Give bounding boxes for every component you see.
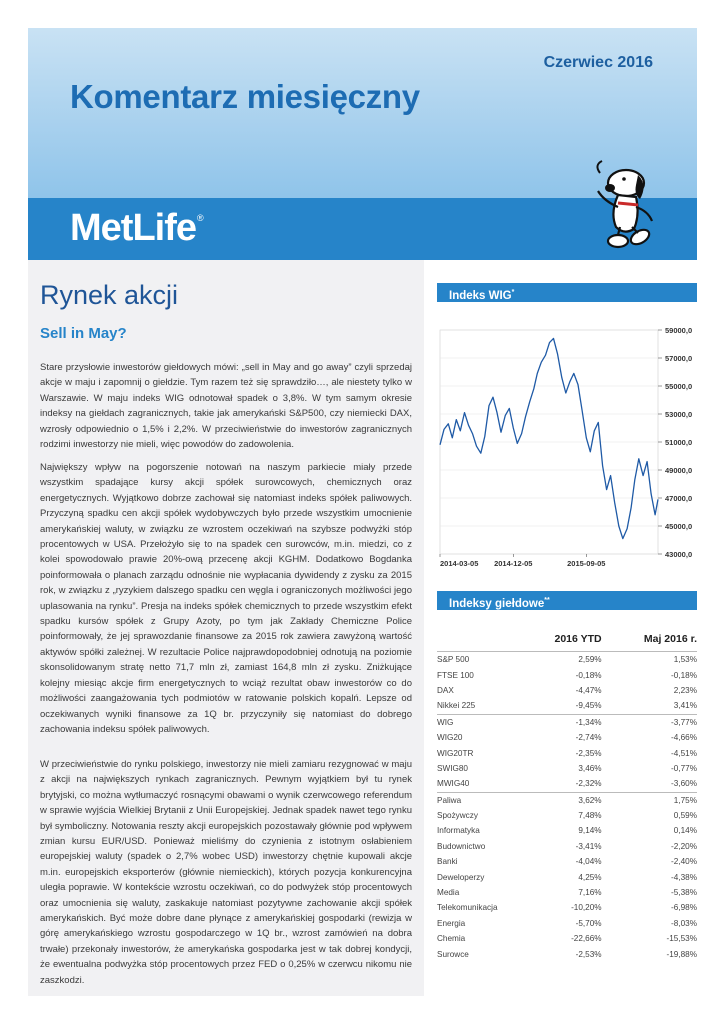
value-may: 0,59% [673,811,697,821]
indices-footnote-mark: ** [544,597,550,604]
value-ytd: 3,46% [578,763,602,773]
value-ytd: -2,74% [575,733,602,743]
index-name: WIG20 [437,733,463,743]
index-name: Energia [437,918,466,928]
index-name: Nikkei 225 [437,701,476,711]
x-tick-label: 2015-09-05 [567,559,606,568]
value-ytd: -2,53% [575,949,602,959]
table-row [437,714,697,730]
x-tick-label: 2014-12-05 [494,559,533,568]
registered-mark: ® [197,213,203,223]
indices-table [437,630,697,962]
indices-header [437,591,697,610]
index-name: MWIG40 [437,779,470,789]
value-may: -3,60% [671,779,697,789]
value-ytd: -4,47% [575,685,602,695]
table-row [437,854,697,869]
value-ytd: 3,62% [517,792,602,808]
metlife-logo [70,207,203,250]
table-row [437,730,697,745]
table-row [437,931,697,946]
value-ytd: -2,35% [575,748,602,758]
index-name: WIG20TR [437,748,474,758]
index-name: Spożywczy [437,811,478,821]
table-row [437,823,697,838]
value-ytd: 9,14% [578,826,602,836]
value-ytd: -3,41% [575,841,602,851]
value-ytd: 7,48% [578,811,602,821]
brand-name: MetLife [70,207,196,249]
value-may: -2,20% [671,841,697,851]
article-subheading: Sell in May? [40,325,127,342]
table-row [437,808,697,823]
y-tick-label: 59000,0 [665,326,693,335]
wig-chart-header [437,283,697,302]
index-name: Media [437,888,460,898]
value-ytd: -0,18% [575,670,602,680]
table-row [437,667,697,682]
value-ytd: -9,45% [575,701,602,711]
table-row [437,792,697,808]
table-row [437,946,697,961]
index-name: Banki [437,857,458,867]
index-name: Paliwa [437,792,517,808]
value-may: 0,14% [673,826,697,836]
table-row [437,839,697,854]
value-may: -4,38% [671,872,697,882]
value-may: -4,66% [671,733,697,743]
index-name: Surowce [437,949,469,959]
index-name: Deweloperzy [437,872,485,882]
y-tick-label: 45000,0 [665,522,693,531]
value-ytd: -22,66% [571,934,602,944]
y-tick-label: 47000,0 [665,494,693,503]
page-title: Komentarz miesięczny [70,78,420,115]
table-header-row [437,630,697,652]
value-may: -0,77% [671,763,697,773]
value-may: 3,41% [673,701,697,711]
header-may: Maj 2016 r. [602,630,697,652]
header-ytd: 2016 YTD [517,630,602,652]
value-may: -3,77% [602,714,697,730]
table-row [437,698,697,714]
table-row [437,916,697,931]
value-may: 1,75% [602,792,697,808]
indices-title: Indeksy giełdowe [449,597,545,610]
value-may: 2,23% [673,685,697,695]
index-name: WIG [437,714,517,730]
x-tick-label: 2014-03-05 [440,559,479,568]
section-heading: Rynek akcji [40,280,179,310]
header-name-col [437,630,517,652]
paragraph-3: W przeciwieństwie do rynku polskiego, inwestorzy nie mieli zamiaru rezygnować w maju z akcji na największych rynkach zagranicznych. Pewnym wyjątkiem był tu rynek brytyjski, co można wytłumaczyć rosnącymi obawami o wynik czerwcowego referendum w sprawie wyjścia Wielkiej Brytanii z Unii Europejskiej. Jednak spadek nawet tego rynku był symboliczny. Notowania reszty akcji europejskich pozostawały głównie pod wpływem zmian kursu EUR/USD. Ponieważ mieliśmy do czynienia z istotnym osłabieniem europejskiej waluty (spadek o 2,7% wobec USD) inwestorzy chętnie kupowali akcje m.in. europejskich eksporterów (głównie niemieckich), których pozycja konkurencyjna uległa poprawie. W kontekście wzrostu oczekiwań, co do podwyżek stóp procentowych oraz umocnienia się waluty, zaskakuje natomiast pozytywne zachowanie akcji spółek amerykańskich. Być może dobre dane płynące z amerykańskiej gospodarki (rewizja w górę amerykańskiego wzrostu gospodarczego w 1Q br., wzrost zamówień na dobra trwałe) przekonały inwestorów, że amerykańska gospodarka jest w tak dobrej kondycji, że ewentualna podwyżka stóp procentowych przez FED o 0,25% w czerwcu nikomu nie zaszkodzi. [40,759,412,986]
table-row [437,900,697,915]
value-may: -4,51% [671,748,697,758]
value-ytd: -10,20% [571,903,602,913]
issue-date: Czerwiec 2016 [543,54,653,71]
index-name: DAX [437,685,454,695]
value-ytd: 2,59% [578,655,602,665]
y-tick-label: 55000,0 [665,382,693,391]
table-row [437,652,697,668]
value-ytd: -4,04% [575,857,602,867]
table-row [437,869,697,884]
table-row [437,745,697,760]
value-may: -5,38% [671,888,697,898]
y-tick-label: 57000,0 [665,354,693,363]
value-may: -15,53% [666,934,697,944]
wig-footnote-mark: * [511,289,515,296]
snoopy-mascot-icon [580,155,660,255]
index-name: Chemia [437,934,466,944]
table-row [437,776,697,792]
y-tick-label: 43000,0 [665,550,693,559]
value-ytd: 4,25% [578,872,602,882]
value-may: -8,03% [671,918,697,928]
value-ytd: 7,16% [578,888,602,898]
table-row [437,683,697,698]
value-ytd: -2,32% [575,779,602,789]
index-name: Informatyka [437,826,480,836]
index-name: FTSE 100 [437,670,474,680]
value-ytd: -1,34% [517,714,602,730]
y-tick-label: 53000,0 [665,410,693,419]
index-name: S&P 500 [437,655,470,665]
y-tick-label: 49000,0 [665,466,693,475]
value-may: 1,53% [673,655,697,665]
index-name: Telekomunikacja [437,903,498,913]
table-row [437,761,697,776]
index-name: SWIG80 [437,763,468,773]
y-tick-label: 51000,0 [665,438,693,447]
value-may: -2,40% [671,857,697,867]
wig-line-chart [436,318,706,576]
value-may: -0,18% [671,670,697,680]
index-name: Budownictwo [437,841,486,851]
wig-chart-title: Indeks WIG [449,289,512,302]
table-row [437,885,697,900]
paragraph-2: Największy wpływ na pogorszenie notowań na naszym parkiecie miały przede wszystkim spadające kursy akcji spółek surowcowych, chemicznych oraz energetycznych. Wyjątkowo dobrze zachował się natomiast indeks spółek paliwowych. Przyczyną spadku cen akcji spółek wydobywczych było przede wszystkim umocnienie amerykańskiej waluty, w związku ze wzrostem oczekiwań na szybsze podwyżki stóp procentowych w USA. Przełożyło się to na spadek cen surowców, m.in. miedzi, co z kolei spowodowało prawie 20%-ową przecenę akcji KGHM. Dodatkowo Bogdanka poinformowała o planach zarządu odnośnie nie wypłacania dywidendy z zysku za 2015 rok, w związku z „ryzykiem dalszego spadku cen węgla i ograniczonych możliwości jego uplasowania na rynku”. Presja na indeks spółek chemicznych to przede wszystkim efekt spadku kursów spółek z Grupy Azoty, po tym jak Zakłady Chemiczne Police poinformowały, że jej sprawozdanie finansowe za 2015 rok zawiera zawyżoną wartość aktywów spółki zależnej. W rezultacie Police najprawdopodobniej odnotują na poziomie skonsolidowanym stratę netto 71,7 mln zł, zamiast 164,8 mln zł zysku. Zniżkujące kolejny miesiąc akcje firm energetycznych to wciąż rezultat obaw inwestorów co do możliwości zaangażowania tych podmiotów w ratowanie polskich kopalń. Lepsze od oczekiwanych wyniki finansowe za 1Q br. przyczyniły się natomiast do dobrego zachowania indeksu spółek paliwowych. [40,462,412,735]
value-ytd: -5,70% [575,918,602,928]
value-may: -19,88% [666,949,697,959]
value-may: -6,98% [671,903,697,913]
paragraph-1: Stare przysłowie inwestorów giełdowych mówi: „sell in May and go away” czyli sprzedaj akcje w maju i zapomnij o giełdzie. Tym razem też się sprawdziło…, ale niestety tylko w Warszawie. W maju indeks WIG odnotował spadek o 3,8%. W tym samym okresie indeksy na giełdach zagranicznych, takie jak amerykański S&P500, czy niemiecki DAX, wzrosły odpowiednio o 1,5% i 2,2%. W przeciwieństwie do inwestorów zagranicznych rodzimi inwestorzy nie mieli, więc powodów do zadowolenia. [40,362,412,451]
